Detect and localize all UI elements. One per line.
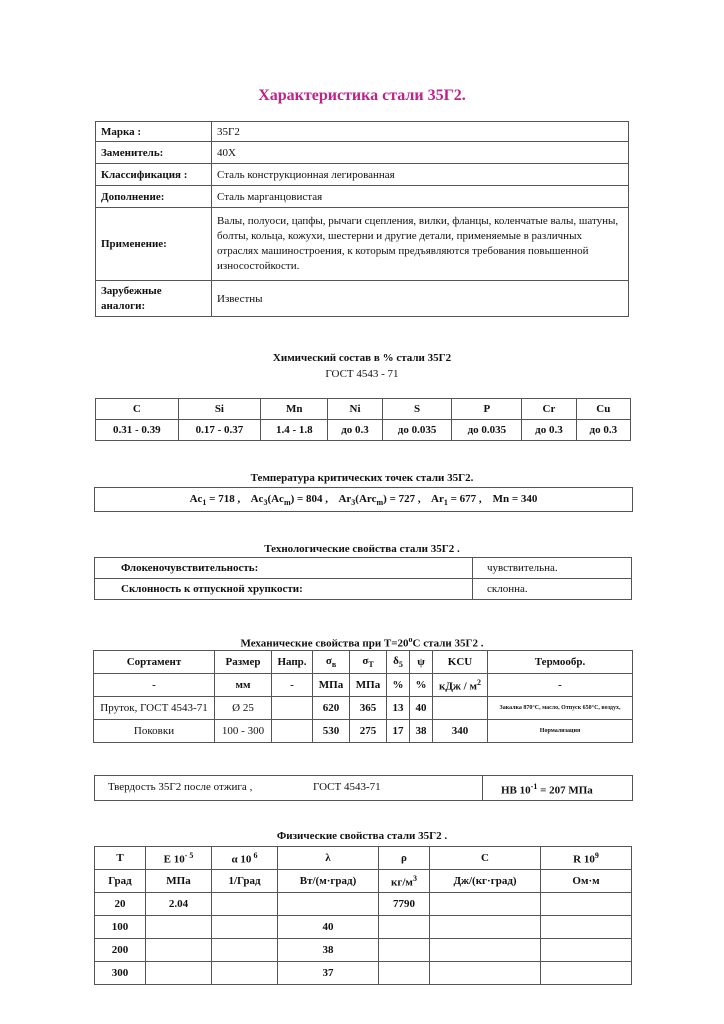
chem-header: S (382, 399, 452, 420)
info-value: Сталь конструкционная легированная (212, 164, 629, 186)
mech-unit: МПа (350, 674, 387, 697)
phys-cell (278, 893, 379, 916)
mech-cell: 530 (313, 720, 350, 743)
mech-cell (272, 720, 313, 743)
phys-header: ρ (379, 847, 430, 870)
crit-ac1: $Ac_1 = 718$ , (189, 493, 241, 508)
phys-cell: 37 (278, 962, 379, 985)
chem-header: Si (178, 399, 261, 420)
mech-unit: - (94, 674, 215, 697)
chem-value: 0.17 - 0.37 (178, 420, 261, 441)
mech-unit: МПа (313, 674, 350, 697)
mech-unit: кДж / $м^2$ (433, 674, 488, 697)
mech-header: $\sigma_T$ (350, 651, 387, 674)
chem-header: Mn (261, 399, 328, 420)
phys-cell (379, 916, 430, 939)
info-value: Валы, полуоси, цапфы, рычаги сцепления, вилки, фланцы, коленчатые валы, шатуны, болты, кольца, кожухи, шестерни и другие детали, применяемые в различных отраслях машиностроения, к которым предъявляются требования повышенной износостойкости. (212, 208, 629, 281)
chem-header: C (96, 399, 179, 420)
mech-row (94, 720, 633, 743)
phys-cell (212, 916, 278, 939)
phys-unit: Вт/(м·град) (278, 870, 379, 893)
info-label: Марка : (96, 122, 212, 142)
phys-cell: 300 (95, 962, 146, 985)
mech-cell: 38 (410, 720, 433, 743)
phys-cell (430, 916, 541, 939)
mech-cell: 620 (313, 697, 350, 720)
mech-cell: Ø 25 (215, 697, 272, 720)
chem-subtitle: ГОСТ 4543 - 71 (325, 368, 399, 380)
info-value: 35Г2 (212, 122, 629, 142)
info-label: Применение: (96, 208, 212, 281)
mech-unit: мм (215, 674, 272, 697)
phys-header: E $10^{- 5}$ (146, 847, 212, 870)
phys-cell (146, 916, 212, 939)
mech-cell (272, 697, 313, 720)
phys-cell (430, 962, 541, 985)
info-label: Дополнение: (96, 186, 212, 208)
phys-cell: 2.04 (146, 893, 212, 916)
phys-table (94, 846, 632, 985)
mech-title: Механические свойства при $Т=20^oС$ стали 35Г2 . (240, 635, 484, 650)
info-label: Заменитель: (96, 142, 212, 164)
mech-cell: 100 - 300 (215, 720, 272, 743)
chem-value: до 0.3 (328, 420, 382, 441)
mech-cell: Нормализация (488, 720, 633, 743)
info-value: Известны (212, 281, 629, 317)
info-value: Сталь марганцовистая (212, 186, 629, 208)
chem-header: P (452, 399, 522, 420)
hardness-divider (482, 776, 483, 800)
phys-cell: 200 (95, 939, 146, 962)
phys-cell (430, 893, 541, 916)
mech-cell: Закалка 870°C, масло, Отпуск 650°C, воздух, (488, 697, 633, 720)
chem-value: до 0.3 (576, 420, 630, 441)
mech-header: $\sigma_в$ (313, 651, 350, 674)
phys-row (95, 962, 632, 985)
tech-label: Флокеночувствительность: (95, 558, 473, 579)
info-label: Зарубежные аналоги: (96, 281, 212, 317)
page-title: Характеристика стали 35Г2. (258, 87, 466, 104)
mech-unit: - (488, 674, 633, 697)
crit-ar1: $Ar_1 = 677$ , (431, 493, 482, 508)
mech-cell: 365 (350, 697, 387, 720)
phys-unit: Дж/(кг·град) (430, 870, 541, 893)
crit-ar3: $Ar_3(Arc_m) = 727$ , (338, 493, 421, 508)
phys-cell: 7790 (379, 893, 430, 916)
chem-header: Ni (328, 399, 382, 420)
mech-header: Термообр. (488, 651, 633, 674)
phys-cell (379, 939, 430, 962)
phys-unit: МПа (146, 870, 212, 893)
mech-cell (433, 697, 488, 720)
mech-unit: % (410, 674, 433, 697)
steel-info-table (95, 121, 629, 317)
tech-value: чувствительна. (473, 558, 632, 579)
phys-header: T (95, 847, 146, 870)
mech-cell: 340 (433, 720, 488, 743)
phys-row (95, 893, 632, 916)
tech-row (95, 579, 632, 600)
phys-cell (212, 893, 278, 916)
phys-cell (541, 893, 632, 916)
hardness-label: Твердость 35Г2 после отжига , (108, 781, 253, 793)
mech-row (94, 697, 633, 720)
tech-row (95, 558, 632, 579)
crit-ac3: $Ac_3(Ac_m) = 804$ , (250, 493, 329, 508)
phys-unit: 1/Град (212, 870, 278, 893)
mech-unit-row (94, 674, 633, 697)
tech-value: склонна. (473, 579, 632, 600)
phys-unit: Град (95, 870, 146, 893)
phys-cell (212, 962, 278, 985)
phys-unit-row (95, 870, 632, 893)
chem-value: до 0.035 (452, 420, 522, 441)
chem-title: Химический состав в % стали 35Г2 (272, 352, 452, 364)
mech-header: Сортамент (94, 651, 215, 674)
info-label: Классификация : (96, 164, 212, 186)
mech-header: ψ (410, 651, 433, 674)
chem-value-row (96, 420, 631, 441)
chem-header-row (96, 399, 631, 420)
mech-table (93, 650, 633, 743)
mech-cell: 13 (387, 697, 410, 720)
phys-header: λ (278, 847, 379, 870)
hardness-gost: ГОСТ 4543-71 (313, 781, 381, 793)
phys-cell: 100 (95, 916, 146, 939)
chem-header: Cu (576, 399, 630, 420)
phys-cell (541, 939, 632, 962)
mech-cell: 275 (350, 720, 387, 743)
hardness-box (94, 775, 633, 801)
phys-cell: 38 (278, 939, 379, 962)
crit-mn: Mn = 340 (492, 493, 538, 505)
mech-header: Напр. (272, 651, 313, 674)
mech-unit: % (387, 674, 410, 697)
phys-cell (379, 962, 430, 985)
phys-header: R $10^9$ (541, 847, 632, 870)
phys-header-row (95, 847, 632, 870)
phys-cell: 40 (278, 916, 379, 939)
chem-value: 0.31 - 0.39 (96, 420, 179, 441)
crit-title: Температура критических точек стали 35Г2. (250, 472, 474, 484)
phys-row (95, 916, 632, 939)
crit-points-box (94, 487, 633, 512)
tech-title: Технологические свойства стали 35Г2 . (264, 543, 460, 555)
hardness-value: HB $10^{-1} = 207$ МПа (501, 782, 593, 797)
info-row-application (96, 208, 629, 281)
tech-table (94, 557, 632, 600)
mech-unit: - (272, 674, 313, 697)
phys-cell (430, 939, 541, 962)
mech-cell: Поковки (94, 720, 215, 743)
phys-title: Физические свойства стали 35Г2 . (276, 830, 448, 842)
mech-cell: 17 (387, 720, 410, 743)
phys-row (95, 939, 632, 962)
mech-header: $\delta_5$ (387, 651, 410, 674)
phys-cell (541, 962, 632, 985)
info-row-analogs (96, 281, 629, 317)
chem-value: 1.4 - 1.8 (261, 420, 328, 441)
chem-table (95, 398, 631, 441)
info-value: 40Х (212, 142, 629, 164)
info-row-classification (96, 164, 629, 186)
chem-value: до 0.3 (522, 420, 576, 441)
info-row-grade (96, 122, 629, 142)
phys-cell (212, 939, 278, 962)
phys-header: C (430, 847, 541, 870)
phys-cell (146, 962, 212, 985)
chem-value: до 0.035 (382, 420, 452, 441)
phys-cell (146, 939, 212, 962)
phys-header: α 10 $^6$ (212, 847, 278, 870)
chem-header: Cr (522, 399, 576, 420)
tech-label: Склонность к отпускной хрупкости: (95, 579, 473, 600)
mech-header: Размер (215, 651, 272, 674)
mech-cell: 40 (410, 697, 433, 720)
mech-cell: Пруток, ГОСТ 4543-71 (94, 697, 215, 720)
phys-unit: $кг/м^3$ (379, 870, 430, 893)
mech-header: KCU (433, 651, 488, 674)
phys-cell (541, 916, 632, 939)
info-row-substitute (96, 142, 629, 164)
phys-cell: 20 (95, 893, 146, 916)
info-row-addition (96, 186, 629, 208)
mech-header-row (94, 651, 633, 674)
phys-unit: Ом·м (541, 870, 632, 893)
